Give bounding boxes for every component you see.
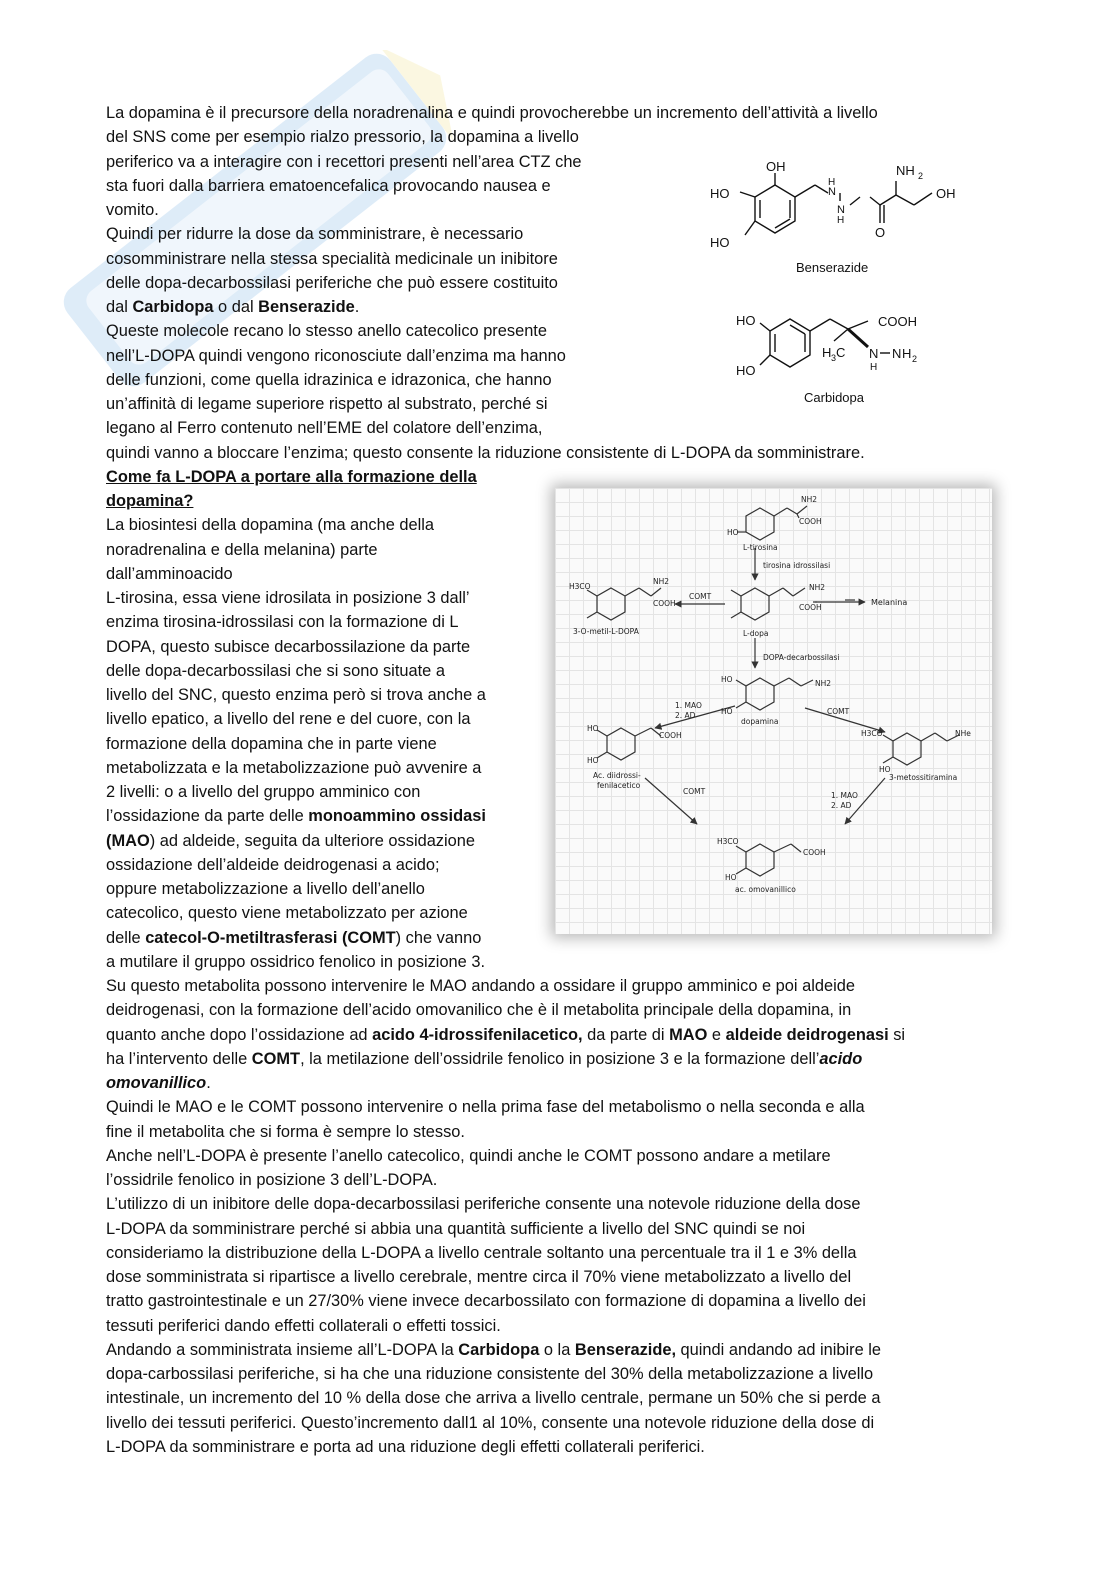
- text-line: [106, 1314, 501, 1338]
- text-span: ) ad aldeide, seguita da ulteriore ossidazione: [149, 831, 475, 850]
- carbidopa-name: Carbidopa: [804, 390, 864, 405]
- scheme-comt-2: COMT: [827, 707, 850, 716]
- text-span: l’ossidazione da parte delle: [106, 807, 309, 826]
- svg-text:2: 2: [918, 171, 924, 181]
- scheme-ho-4: HO: [587, 724, 599, 733]
- text-span: Andando a somministrata insieme all’L-DOPA la: [106, 1340, 459, 1359]
- text-line: [106, 392, 548, 416]
- text-line: [106, 974, 855, 998]
- text-line: [106, 295, 359, 319]
- scheme-ad-2: 2. AD: [831, 801, 852, 810]
- text-line: [106, 174, 551, 198]
- text-span: cosomministrare nella stessa specialità medicinale un inibitore: [106, 249, 558, 268]
- text-line: [106, 1435, 705, 1459]
- benserazide-nh2: NH: [896, 163, 915, 178]
- text-line: [106, 101, 878, 125]
- text-span: dose somministrata si ripartisce a livello cerebrale, mentre circa il 70% viene metabolizzato a livello del: [106, 1268, 852, 1286]
- text-span: o la: [539, 1340, 575, 1359]
- scheme-ac-diidrossi-1: Ac. diidrossi-: [593, 771, 641, 780]
- text-line: [106, 1071, 211, 1095]
- text-span: livello del SNC, questo enzima però si trova anche a: [106, 686, 486, 704]
- text-span: L-DOPA da somministrare e porta ad una riduzione degli effetti collaterali periferici.: [106, 1437, 705, 1456]
- benserazide-oh-top: OH: [766, 159, 786, 174]
- text-span: metabolizzata e la metabolizzazione può avvenire a: [106, 758, 482, 777]
- text-span: Queste molecole recano lo stesso anello catecolico presente: [106, 322, 547, 341]
- text-line: [106, 441, 865, 465]
- text-line: [106, 368, 552, 392]
- text-span: 2 livelli: o a livello del gruppo amminico con: [106, 783, 421, 801]
- section-heading: Come fa L-DOPA a portare alla formazione della: [106, 467, 477, 486]
- text-line: [106, 222, 523, 246]
- scheme-nhe: NHe: [955, 729, 971, 738]
- text-span: quindi vanno a bloccare l’enzima; questo consente la riduzione consistente di L-DOPA da somministrare.: [106, 443, 865, 462]
- text-span: o dal: [213, 298, 259, 316]
- text-span: quanto anche dopo l’ossidazione ad: [106, 1025, 373, 1044]
- text-span: DOPA, questo subisce decarbossilazione da parte: [106, 637, 471, 656]
- text-span: si: [888, 1025, 906, 1044]
- text-span: formazione della dopamina che in parte viene: [106, 734, 437, 753]
- text-span: catecol-O-metiltrasferasi (COMT: [145, 928, 396, 947]
- text-span: Benserazide,: [574, 1340, 676, 1359]
- text-span: L-DOPA da somministrare perché si abbia una quantità sufficiente a livello del SNC quindi se noi: [106, 1219, 806, 1238]
- text-line: [106, 659, 445, 683]
- text-span: l’ossidrile fenolico in posizione 3 dell’L-DOPA.: [106, 1171, 438, 1189]
- scheme-h3co-2: H3CO: [861, 729, 883, 738]
- text-span: delle dopa-decarbossilasi periferiche che può essere costituito: [106, 273, 558, 292]
- text-span: e: [707, 1025, 726, 1044]
- text-line: [106, 1144, 831, 1168]
- scheme-comt-3: COMT: [683, 787, 706, 796]
- svg-text:H: H: [902, 346, 912, 361]
- text-span: vomito.: [106, 201, 159, 219]
- scheme-cooh-2: COOH: [799, 603, 822, 612]
- scheme-comt-1: COMT: [689, 592, 712, 601]
- scheme-cooh-1: COOH: [799, 517, 822, 526]
- text-line: [106, 1120, 465, 1144]
- carbidopa-h: H: [870, 362, 878, 373]
- scheme-cooh-3: COOH: [653, 599, 676, 608]
- text-line: [106, 586, 470, 610]
- scheme-ac-omovanillico: ac. omovanillico: [735, 885, 796, 894]
- text-span: tratto gastrointestinale e un 27/30% viene invece decarbossilato con formazione di dopamina a livello dei: [106, 1292, 866, 1311]
- text-span: delle funzioni, come quella idrazinica e idrazonica, che hanno: [106, 370, 552, 389]
- text-line: [106, 1192, 860, 1216]
- text-span: consideriamo la distribuzione della L-DOPA a livello centrale soltanto una percentuale tra il 1 e 3% della: [106, 1243, 857, 1262]
- text-line: [106, 1023, 905, 1047]
- text-line: [106, 416, 542, 440]
- text-span: La dopamina è il precursore della noradrenalina e quindi provocherebbe un incremento dell’attività a livello: [106, 104, 878, 122]
- text-span: da parte di: [582, 1025, 670, 1044]
- text-line: [106, 732, 437, 756]
- text-span: .: [206, 1074, 211, 1092]
- text-line: [106, 610, 459, 634]
- text-line: [106, 344, 566, 368]
- text-span: omovanillico: [106, 1074, 207, 1092]
- text-line: [106, 1338, 881, 1362]
- text-line: [106, 1168, 437, 1192]
- scheme-mao-2: 1. MAO: [831, 791, 858, 800]
- text-span: aldeide deidrogenasi: [725, 1025, 889, 1044]
- carbidopa-h3c: H: [822, 345, 832, 360]
- text-span: Quindi per ridurre la dose da somministrare, è necessario: [106, 225, 524, 244]
- text-line: [106, 1386, 880, 1410]
- benserazide-ho-1: HO: [710, 186, 730, 201]
- text-line: [106, 1411, 874, 1435]
- text-span: sta fuori dalla barriera ematoencefalica provocando nausea e: [106, 176, 551, 195]
- scheme-ho-2: HO: [721, 675, 733, 684]
- text-span: livello dei tessuti periferici. Questo’incremento dall1 al 10%, consente una notevole riduzione della dose di: [106, 1413, 875, 1432]
- text-span: dall’amminoacido: [106, 564, 233, 583]
- text-line: [106, 247, 558, 271]
- text-span: quindi andando ad inibire le: [676, 1340, 882, 1359]
- text-span: oppure metabolizzazione a livello dell’anello: [106, 880, 425, 898]
- text-span: ossidazione dell’aldeide deidrogenasi a acido;: [106, 855, 440, 874]
- text-span: , la metilazione dell’ossidrile fenolico in posizione 3 e la formazione dell’: [300, 1049, 820, 1068]
- text-line: [106, 562, 233, 586]
- text-line: [106, 1362, 873, 1386]
- benserazide-h2: H: [837, 215, 845, 226]
- benserazide-o: O: [875, 225, 886, 240]
- text-span: a mutilare il gruppo ossidrico fenolico in posizione 3.: [106, 952, 486, 971]
- scheme-h3co-3: H3CO: [717, 837, 739, 846]
- text-line: [106, 271, 558, 295]
- text-span: deidrogenasi, con la formazione dell’acido omovanilico che è il metabolita principale della dopamina, in: [106, 1001, 852, 1020]
- text-span: dal: [106, 298, 133, 316]
- text-span: Anche nell’L-DOPA è presente l’anello catecolico, quindi anche le COMT possono andare a metilare: [106, 1146, 831, 1165]
- carbidopa-n1: N: [869, 346, 879, 361]
- text-line: [106, 829, 475, 853]
- carbidopa-c: C: [836, 345, 846, 360]
- scheme-ho-7: HO: [725, 873, 737, 882]
- carbidopa-structure: [730, 305, 960, 415]
- carbidopa-ho-2: HO: [736, 363, 756, 378]
- text-span: monoammino ossidasi: [308, 807, 486, 826]
- scheme-cooh-5: COOH: [803, 848, 826, 857]
- text-line: [106, 683, 486, 707]
- text-span: delle: [106, 928, 146, 947]
- benserazide-name: Benserazide: [796, 260, 869, 275]
- text-span: La biosintesi della dopamina (ma anche della: [106, 516, 435, 535]
- text-line: [106, 901, 468, 925]
- text-span: fine il metabolita che si forma è sempre lo stesso.: [106, 1122, 465, 1141]
- scheme-tirosina-idrossilasi: tirosina idrossilasi: [763, 561, 831, 570]
- text-line: [106, 804, 486, 828]
- text-span: un’affinità di legame superiore rispetto al substrato, perché si: [106, 395, 548, 413]
- svg-text:3: 3: [831, 353, 837, 363]
- benserazide-h1: H: [828, 177, 836, 188]
- text-line: [106, 1217, 805, 1241]
- text-line: [106, 489, 193, 513]
- text-span: Quindi le MAO e le COMT possono intervenire o nella prima fase del metabolismo o nella seconda e alla: [106, 1098, 865, 1117]
- text-line: [106, 1047, 862, 1071]
- text-line: [106, 998, 851, 1022]
- text-span: intestinale, un incremento del 10 % della dose che arriva a livello centrale, permane un 50% che si perde a: [106, 1389, 881, 1408]
- text-span: del SNS come per esempio rialzo pressorio, la dopamina a livello: [106, 128, 579, 147]
- scheme-nh2-1: NH2: [801, 495, 818, 504]
- text-line: [106, 877, 425, 901]
- scheme-melanina: Melanina: [871, 598, 908, 607]
- scheme-nh2-4: NH2: [815, 679, 832, 688]
- text-span: noradrenalina e della melanina) parte: [106, 540, 378, 559]
- scheme-h3co-1: H3CO: [569, 582, 591, 591]
- text-span: Benserazide: [258, 298, 355, 316]
- benserazide-n2: N: [837, 204, 845, 216]
- scheme-ho-3: HO: [721, 707, 733, 716]
- text-span: legano al Ferro contenuto nell’EME del colatore dell’enzima,: [106, 419, 543, 438]
- text-span: acido: [819, 1049, 863, 1068]
- text-line: [106, 150, 582, 174]
- text-span: ha l’intervento delle: [106, 1049, 252, 1068]
- text-line: [106, 198, 159, 222]
- text-line: [106, 1289, 866, 1313]
- dopamine-metabolism-scheme: [555, 488, 992, 934]
- text-span: (MAO: [106, 831, 150, 850]
- section-heading: dopamina?: [106, 492, 194, 510]
- text-span: L-tirosina, essa viene idrosilata in posizione 3 dall’: [106, 589, 470, 607]
- scheme-l-dopa: L-dopa: [743, 629, 769, 638]
- scheme-ho-6: HO: [879, 765, 891, 774]
- scheme-l-tirosina: L-tirosina: [743, 543, 778, 552]
- text-line: [106, 319, 547, 343]
- scheme-ho-1: HO: [727, 528, 739, 537]
- text-span: Su questo metabolita possono intervenire le MAO andando a ossidare il gruppo amminico e poi aldeide: [106, 977, 855, 995]
- text-line: [106, 950, 485, 974]
- text-span: periferico va a interagire con i recettori presenti nell’area CTZ che: [106, 152, 582, 171]
- text-line: [106, 780, 420, 804]
- carbidopa-cooh: COOH: [878, 314, 917, 329]
- text-span: MAO: [669, 1025, 708, 1044]
- text-span: acido 4-idrossifenilacetico,: [372, 1025, 583, 1044]
- text-span: L’utilizzo di un inibitore delle dopa-decarbossilasi periferiche consente una notevole riduzione della dose: [106, 1195, 861, 1214]
- text-line: [106, 1241, 856, 1265]
- scheme-3-o-metil-l-dopa: 3-O-metil-L-DOPA: [573, 627, 639, 636]
- benserazide-structure: [700, 155, 970, 285]
- text-line: [106, 707, 470, 731]
- svg-text:2: 2: [912, 354, 918, 364]
- scheme-cooh-4: COOH: [659, 731, 682, 740]
- text-span: delle dopa-decarbossilasi che si sono situate a: [106, 661, 445, 680]
- text-span: Carbidopa: [458, 1340, 540, 1359]
- text-span: enzima tirosina-idrossilasi con la formazione di L: [106, 613, 459, 632]
- scheme-nh2-2: NH2: [809, 583, 826, 592]
- scheme-3-metossitiramina: 3-metossitiramina: [889, 773, 958, 782]
- text-span: livello epatico, a livello del rene e del cuore, con la: [106, 710, 471, 729]
- text-span: .: [354, 298, 360, 316]
- text-span: Carbidopa: [132, 298, 214, 316]
- scheme-ad-1: 2. AD: [675, 711, 696, 720]
- text-span: ) che vanno: [395, 928, 482, 947]
- text-line: [106, 926, 481, 950]
- text-line: [106, 538, 378, 562]
- scheme-dopa-decarbossilasi: DOPA-decarbossilasi: [763, 653, 840, 662]
- scheme-nh2-3: NH2: [653, 577, 670, 586]
- carbidopa-ho-1: HO: [736, 313, 756, 328]
- text-span: dopa-carbossilasi periferiche, si ha che una riduzione consistente del 30% della metabolizzazione a livello: [106, 1365, 874, 1383]
- benserazide-ho-2: HO: [710, 235, 730, 250]
- text-line: [106, 853, 440, 877]
- text-line: [106, 1095, 865, 1119]
- text-line: [106, 756, 481, 780]
- text-line: [106, 513, 434, 537]
- text-span: COMT: [251, 1049, 301, 1068]
- scheme-dopamina: dopamina: [741, 717, 779, 726]
- scheme-ho-5: HO: [587, 756, 599, 765]
- benserazide-oh-end: OH: [936, 186, 956, 201]
- benserazide-n1: N: [828, 186, 836, 198]
- text-span: catecolico, questo viene metabolizzato per azione: [106, 904, 468, 923]
- text-span: tessuti periferici dando effetti collaterali o effetti tossici.: [106, 1316, 501, 1335]
- scheme-ac-diidrossi-2: fenilacetico: [597, 781, 641, 790]
- text-line: [106, 465, 477, 489]
- text-line: [106, 1265, 851, 1289]
- scheme-mao-1: 1. MAO: [675, 701, 702, 710]
- carbidopa-nh2: N: [892, 346, 902, 361]
- text-line: [106, 635, 470, 659]
- text-line: [106, 125, 579, 149]
- text-span: nell’L-DOPA quindi vengono riconosciute dall’enzima ma hanno: [106, 346, 566, 365]
